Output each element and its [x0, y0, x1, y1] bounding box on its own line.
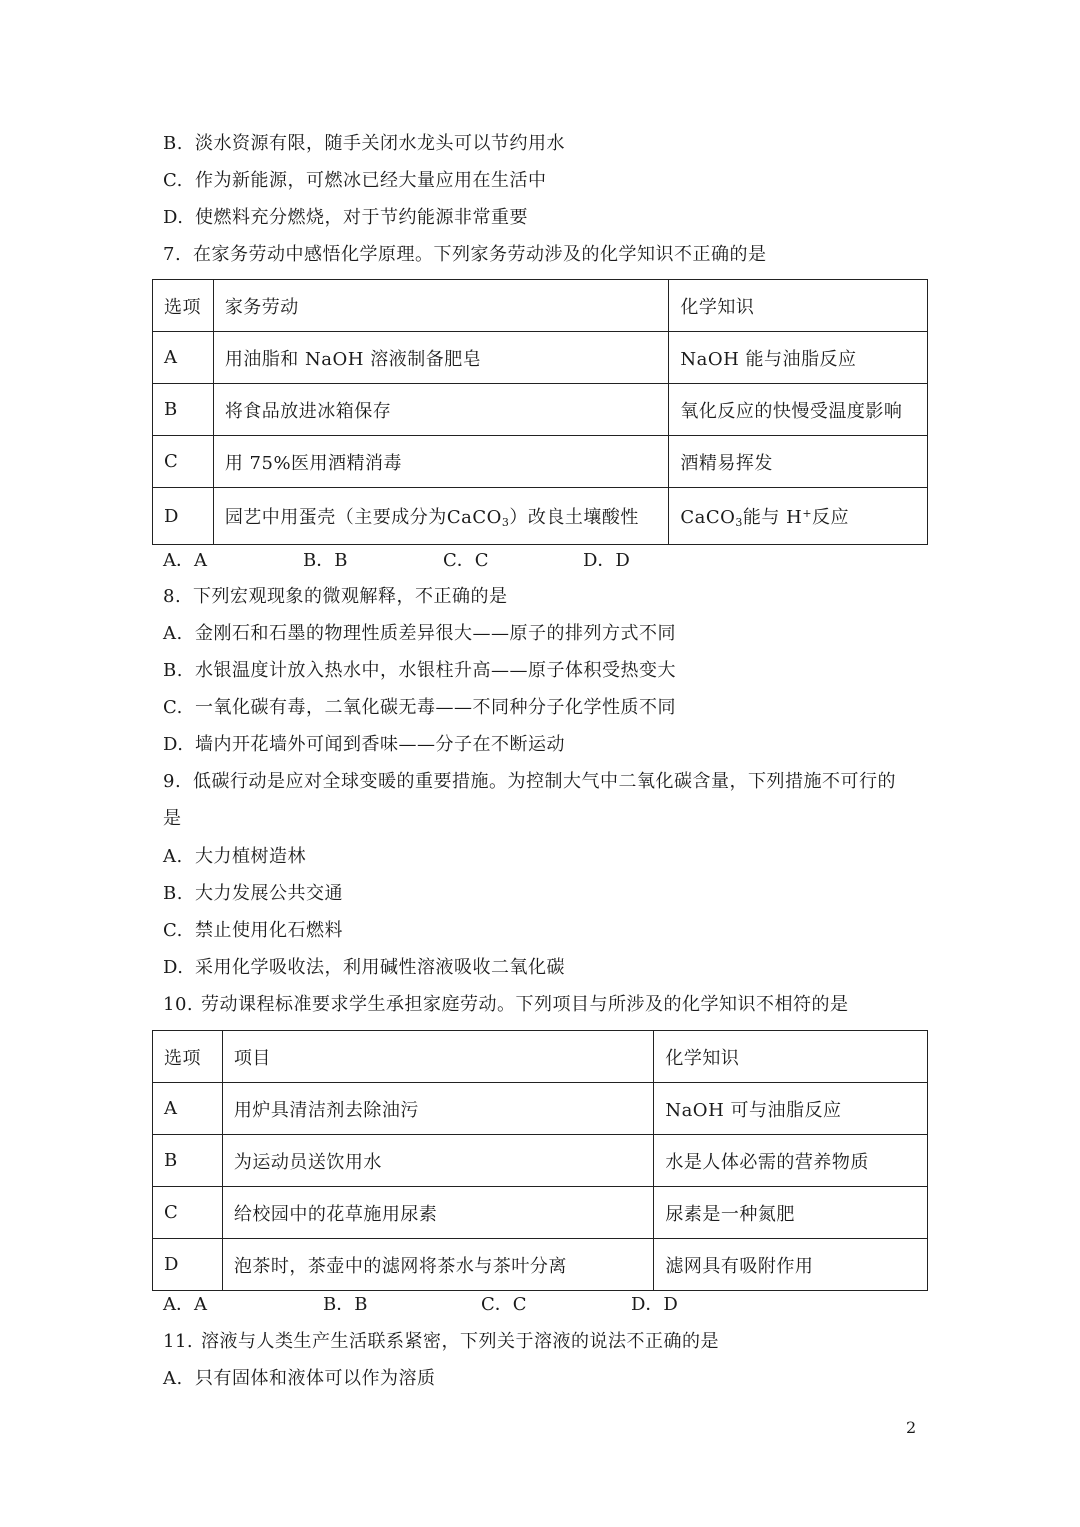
table-row [153, 384, 928, 436]
table-cell: 用油脂和 NaOH 溶液制备肥皂 [213, 332, 669, 384]
table-cell: 氧化反应的快慢受温度影响 [669, 384, 928, 436]
q9-option-c: C. 禁止使用化石燃料 [163, 920, 343, 941]
q11-option-a: A. 只有固体和液体可以作为溶质 [163, 1368, 436, 1389]
table-cell: B [153, 384, 214, 436]
table-header-cell: 化学知识 [654, 1031, 928, 1083]
table-cell: NaOH 能与油脂反应 [669, 332, 928, 384]
table-row [153, 1083, 928, 1135]
table-cell: 泡茶时，茶壶中的滤网将茶水与茶叶分离 [222, 1239, 653, 1291]
q7-stem: 7. 在家务劳动中感悟化学原理。下列家务劳动涉及的化学知识不正确的是 [163, 244, 767, 265]
table-row [153, 436, 928, 488]
table-row [153, 1135, 928, 1187]
table-cell: A [153, 332, 214, 384]
table-cell: C [153, 436, 214, 488]
table-row [153, 1187, 928, 1239]
q8-option-d: D. 墙内开花墙外可闻到香味——分子在不断运动 [163, 734, 565, 755]
q9-stem: 9. 低碳行动是应对全球变暖的重要措施。为控制大气中二氧化碳含量，下列措施不可行的 [163, 771, 896, 792]
table-header-row [153, 280, 928, 332]
q10-table [152, 1030, 928, 1291]
q8-option-a: A. 金刚石和石墨的物理性质差异很大——原子的排列方式不同 [163, 623, 676, 644]
choice-a: A．A [163, 1294, 207, 1315]
q6-option-b: B. 淡水资源有限，随手关闭水龙头可以节约用水 [163, 133, 565, 154]
table-cell: B [153, 1135, 223, 1187]
table-row [153, 332, 928, 384]
q6-option-c: C. 作为新能源，可燃冰已经大量应用在生活中 [163, 170, 547, 191]
choice-d: D．D [631, 1294, 678, 1315]
table-header-cell: 家务劳动 [213, 280, 669, 332]
table-cell: 园艺中用蛋壳（主要成分为CaCO$_3$）改良土壤酸性 [213, 488, 669, 545]
table-cell: 滤网具有吸附作用 [654, 1239, 928, 1291]
q7-table [152, 279, 928, 545]
table-header-cell: 选项 [153, 280, 214, 332]
page-number: 2 [906, 1418, 917, 1437]
table-cell: NaOH 可与油脂反应 [654, 1083, 928, 1135]
choice-b: B．B [303, 550, 348, 571]
table-header-cell: 项目 [222, 1031, 653, 1083]
q8-option-b: B. 水银温度计放入热水中，水银柱升高——原子体积受热变大 [163, 660, 676, 681]
table-row [153, 488, 928, 545]
q8-stem: 8. 下列宏观现象的微观解释，不正确的是 [163, 586, 508, 607]
choice-c: C．C [481, 1294, 527, 1315]
table-cell: D [153, 1239, 223, 1291]
q9-option-b: B. 大力发展公共交通 [163, 883, 343, 904]
q8-option-c: C. 一氧化碳有毒，二氧化碳无毒——不同种分子化学性质不同 [163, 697, 676, 718]
q11-stem: 11. 溶液与人类生产生活联系紧密，下列关于溶液的说法不正确的是 [163, 1331, 719, 1352]
table-cell: CaCO$_3$能与 H+反应 [669, 488, 928, 545]
choice-b: B．B [323, 1294, 368, 1315]
q10-stem: 10. 劳动课程标准要求学生承担家庭劳动。下列项目与所涉及的化学知识不相符的是 [163, 994, 849, 1015]
q9-option-d: D. 采用化学吸收法，利用碱性溶液吸收二氧化碳 [163, 957, 565, 978]
table-cell: 水是人体必需的营养物质 [654, 1135, 928, 1187]
table-row [153, 1239, 928, 1291]
table-cell: 将食品放进冰箱保存 [213, 384, 669, 436]
table-header-cell: 化学知识 [669, 280, 928, 332]
table-cell: 用炉具清洁剂去除油污 [222, 1083, 653, 1135]
table-cell: 用 75%医用酒精消毒 [213, 436, 669, 488]
choice-d: D．D [583, 550, 630, 571]
table-cell: 尿素是一种氮肥 [654, 1187, 928, 1239]
table-cell: A [153, 1083, 223, 1135]
table-cell: 给校园中的花草施用尿素 [222, 1187, 653, 1239]
table-header-cell: 选项 [153, 1031, 223, 1083]
choice-c: C．C [443, 550, 489, 571]
table-cell: 酒精易挥发 [669, 436, 928, 488]
q6-option-d: D. 使燃料充分燃烧，对于节约能源非常重要 [163, 207, 528, 228]
q9-stem-continued: 是 [163, 808, 182, 829]
table-cell: 为运动员送饮用水 [222, 1135, 653, 1187]
table-cell: D [153, 488, 214, 545]
q9-option-a: A. 大力植树造林 [163, 846, 306, 867]
table-cell: C [153, 1187, 223, 1239]
choice-a: A．A [163, 550, 207, 571]
table-header-row [153, 1031, 928, 1083]
